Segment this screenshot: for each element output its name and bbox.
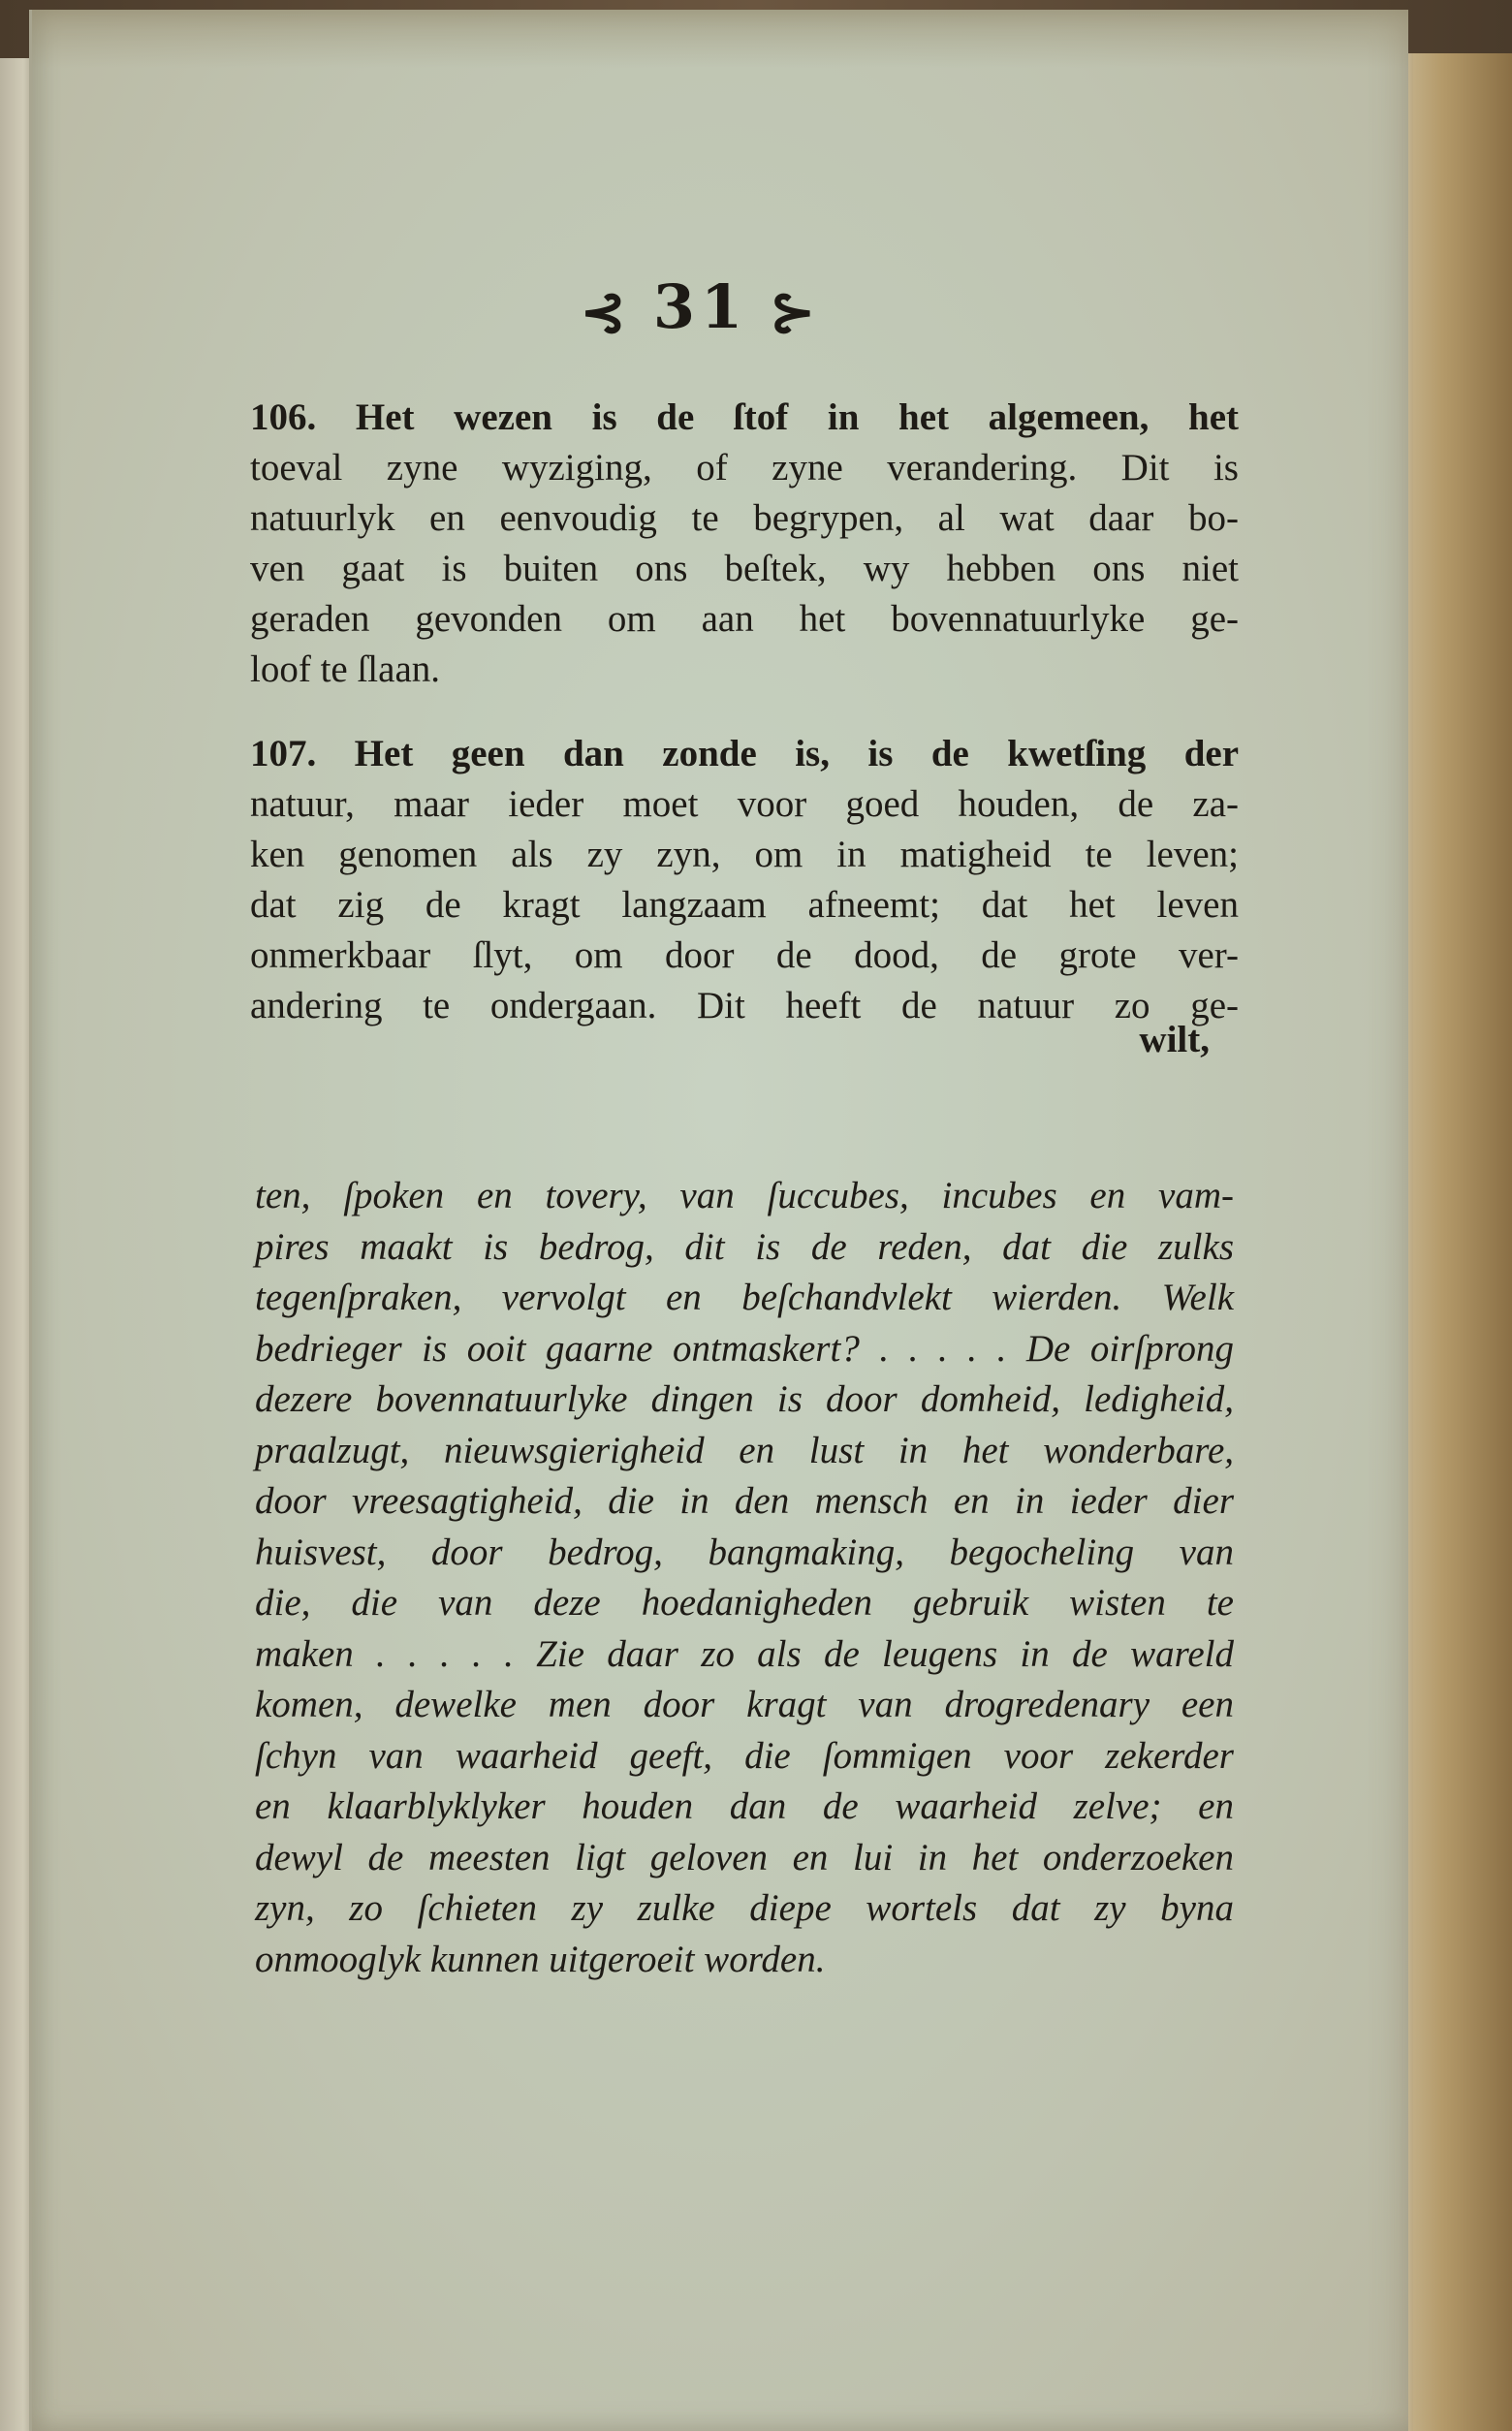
italic-line-12: ſchyn van waarheid geeft, die ſommigen voor zekerder <box>255 1734 1234 1777</box>
page-number: 31 <box>652 271 749 342</box>
italic-line-13: en klaarblyklyker houden dan de waarheid zelve; en <box>255 1785 1234 1827</box>
catchword: wilt, <box>1139 1019 1210 1060</box>
paragraph-106-line-6: loof te ſlaan. <box>250 648 441 690</box>
italic-passage <box>255 1171 1234 1985</box>
italic-line-5: dezere bovennatuurlyke dingen is door domheid, ledigheid, <box>255 1378 1234 1420</box>
left-ornament-icon: ⊰ <box>580 280 632 344</box>
page-header <box>507 271 895 349</box>
italic-line-11: komen, dewelke men door kragt van drogredenary een <box>255 1684 1234 1725</box>
paragraph-106 <box>250 393 1239 695</box>
book-page <box>29 10 1408 2431</box>
paragraph-107 <box>250 729 1239 1031</box>
italic-line-9: die, die van deze hoedanigheden gebruik wisten te <box>255 1582 1234 1624</box>
paragraph-107-line-4: dat zig de kragt langzaam afneemt; dat het leven <box>250 884 1239 926</box>
italic-line-4: bedrieger is ooit gaarne ontmaskert? . . . . . De oirſprong <box>255 1327 1234 1370</box>
right-ornament-icon: ⊱ <box>770 280 822 344</box>
paragraph-107-line-2: natuur, maar ieder moet voor goed houden, de za- <box>250 783 1239 825</box>
italic-line-6: praalzugt, nieuwsgierigheid en lust in het wonderbare, <box>255 1429 1234 1471</box>
paragraph-106-line-3: natuurlyk en eenvoudig te begrypen, al wat daar bo- <box>250 497 1239 539</box>
italic-line-10: maken . . . . . Zie daar zo als de leugens in de wareld <box>255 1632 1234 1675</box>
paragraph-106-line-4: ven gaat is buiten ons beſtek, wy hebben ons niet <box>250 548 1239 589</box>
italic-line-3: tegenſpraken, vervolgt en beſchandvlekt wierden. Welk <box>255 1277 1234 1318</box>
paragraph-107-line-3: ken genomen als zy zyn, om in matigheid te leven; <box>250 834 1239 875</box>
italic-line-15: zyn, zo ſchieten zy zulke diepe wortels dat zy byna <box>255 1887 1234 1929</box>
page-stack-edge <box>1396 53 1512 2431</box>
italic-line-14: dewyl de meesten ligt geloven en lui in het onderzoeken <box>255 1836 1234 1878</box>
italic-line-8: huisvest, door bedrog, bangmaking, begocheling van <box>255 1531 1234 1573</box>
paragraph-107-line-5: onmerkbaar ſlyt, om door de dood, de grote ver- <box>250 934 1239 976</box>
italic-line-16: onmooglyk kunnen uitgeroeit worden. <box>255 1938 826 1980</box>
paragraph-107-line-6: andering te ondergaan. Dit heeft de natuur zo ge- <box>250 985 1239 1026</box>
paragraph-107-line-1: 107. Het geen dan zonde is, is de kwetſing der <box>250 733 1239 774</box>
italic-line-2: pires maakt is bedrog, dit is de reden, dat die zulks <box>255 1225 1234 1268</box>
paragraph-106-line-1: 106. Het wezen is de ſtof in het algemeen, het <box>250 396 1239 438</box>
paragraph-106-line-5: geraden gevonden om aan het bovennatuurlyke ge- <box>250 598 1239 640</box>
paragraph-106-line-2: toeval zyne wyziging, of zyne verandering. Dit is <box>250 447 1239 489</box>
italic-line-1: ten, ſpoken en tovery, van ſuccubes, incubes en vam- <box>255 1175 1234 1216</box>
italic-line-7: door vreesagtigheid, die in den mensch en in ieder dier <box>255 1480 1234 1522</box>
